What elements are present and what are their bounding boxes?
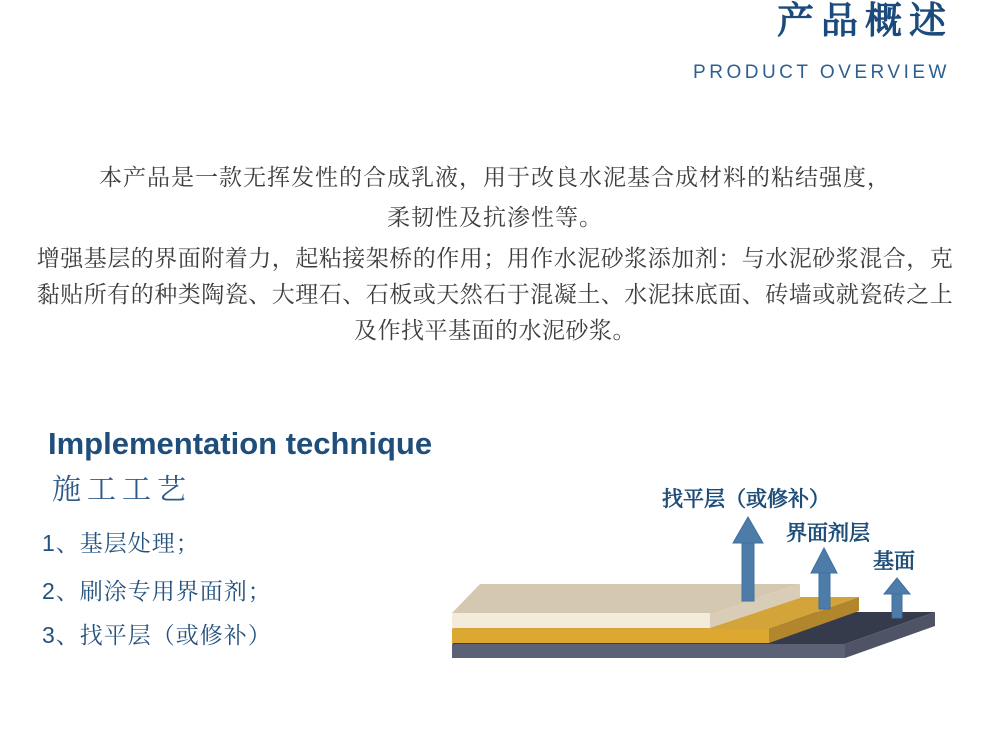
intro-p2-line-1: 增强基层的界面附着力，起粘接架桥的作用；用作水泥砂浆添加剂：与水泥砂浆混合，克 [36, 245, 954, 271]
technique-heading-zh: 施工工艺 [52, 474, 193, 506]
technique-step-3: 3、找平层（或修补） [42, 622, 272, 648]
intro-p2-line-2: 黏贴所有的种类陶瓷、大理石、石板或天然石于混凝土、水泥抹底面、砖墙或就瓷砖之上 [36, 281, 954, 307]
diagram-label-interface-agent: 界面剂层 [786, 522, 870, 545]
intro-p1-line-2: 柔韧性及抗渗性等。 [387, 204, 603, 230]
intro-paragraph-2 [0, 240, 990, 348]
layer-diagram [440, 470, 960, 690]
arrow-shaft [742, 540, 754, 601]
interface-agent-front-face [452, 629, 769, 643]
page-title-en: PRODUCT OVERVIEW [693, 62, 950, 83]
arrow-head [733, 517, 763, 543]
technique-step-1: 1、基层处理； [42, 530, 200, 556]
arrow-shaft [892, 591, 902, 618]
diagram-label-base-surface: 基面 [873, 550, 915, 573]
technique-heading-en: Implementation technique [48, 426, 433, 461]
page-title-zh: 产品概述 [777, 0, 953, 41]
base-surface-front-face [452, 644, 845, 658]
intro-p2-line-3: 及作找平基面的水泥砂浆。 [354, 317, 636, 343]
arrow-shaft [819, 570, 830, 609]
intro-paragraph-1 [0, 157, 990, 237]
leveling-front-face [452, 613, 710, 628]
diagram-label-leveling: 找平层（或修补） [662, 488, 830, 511]
intro-p1-line-1: 本产品是一款无挥发性的合成乳液，用于改良水泥基合成材料的粘结强度， [99, 164, 891, 190]
arrow-head [884, 578, 910, 594]
arrow-head [811, 548, 837, 573]
technique-step-2: 2、刷涂专用界面剂； [42, 578, 272, 604]
